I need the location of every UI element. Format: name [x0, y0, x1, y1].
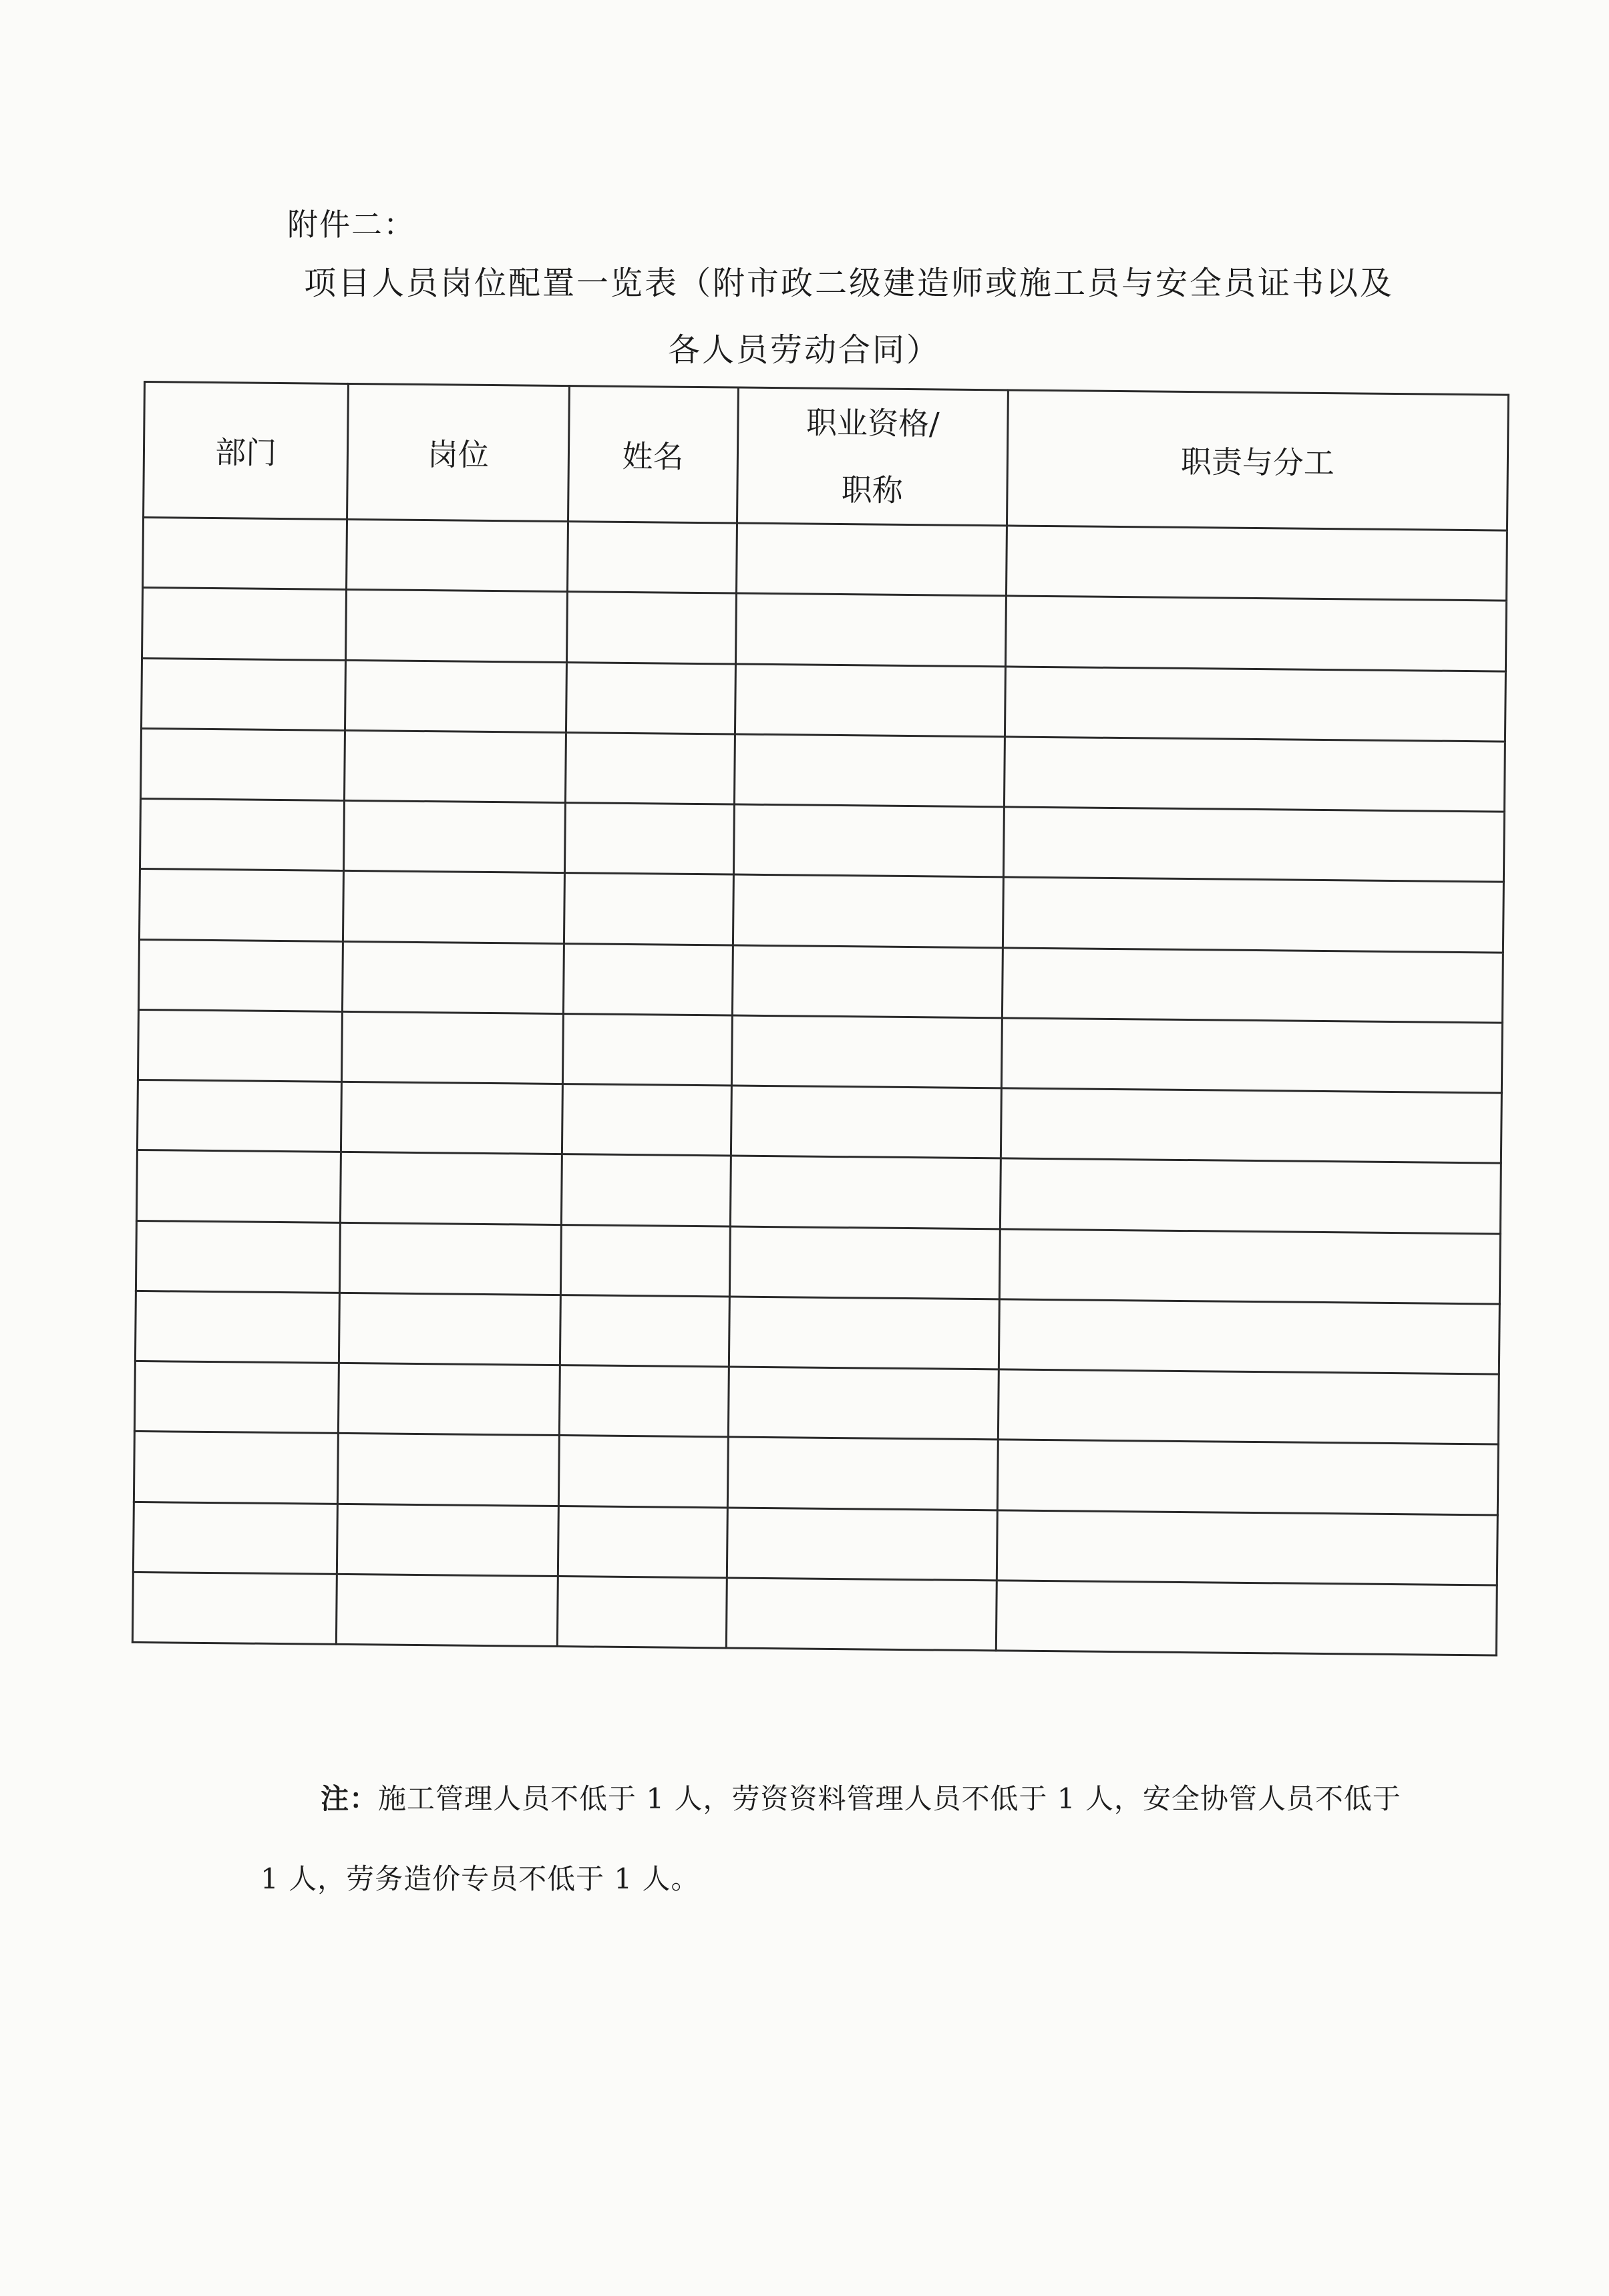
- table-row: [134, 1361, 1499, 1444]
- cell-position: [337, 1504, 558, 1576]
- header-position: 岗位: [347, 383, 569, 521]
- table-row: [133, 1502, 1497, 1585]
- cell-name: [560, 1295, 729, 1367]
- cell-department: [137, 1080, 341, 1152]
- document-title-continued: 各人员劳动合同）: [668, 331, 941, 369]
- cell-name: [558, 1436, 728, 1508]
- cell-name: [559, 1365, 729, 1438]
- header-qualification-line2: 职称: [841, 472, 904, 508]
- cell-name: [560, 1224, 730, 1297]
- cell-duties: [1005, 666, 1506, 741]
- cell-department: [139, 869, 343, 941]
- cell-position: [338, 1434, 559, 1506]
- cell-duties: [997, 1510, 1497, 1585]
- header-qualification-line1: 职业资格/: [806, 404, 940, 442]
- cell-name: [558, 1506, 727, 1578]
- table-row: [142, 658, 1506, 742]
- cell-qualification: [729, 1297, 1000, 1369]
- attachment-label: 附件二：: [287, 206, 415, 242]
- cell-position: [342, 1011, 563, 1084]
- cell-duties: [1002, 947, 1503, 1022]
- cell-qualification: [727, 1437, 999, 1510]
- cell-qualification: [733, 874, 1004, 947]
- table-row: [135, 1291, 1499, 1374]
- table-row: [138, 939, 1503, 1023]
- table-row: [143, 518, 1507, 601]
- cell-department: [134, 1361, 339, 1433]
- table-row: [140, 798, 1504, 882]
- cell-department: [142, 658, 346, 730]
- footnote-line1: 施工管理人员不低于 1 人，劳资资料管理人员不低于 1 人，安全协管人员不低于: [378, 1782, 1401, 1815]
- cell-qualification: [730, 1156, 1001, 1228]
- cell-department: [140, 798, 344, 870]
- cell-department: [132, 1572, 337, 1644]
- cell-duties: [999, 1228, 1500, 1303]
- cell-position: [345, 730, 566, 802]
- cell-name: [564, 803, 734, 875]
- cell-qualification: [735, 664, 1006, 737]
- cell-name: [567, 522, 737, 594]
- cell-duties: [997, 1440, 1498, 1514]
- cell-name: [557, 1576, 727, 1648]
- cell-department: [135, 1291, 339, 1363]
- cell-qualification: [731, 1086, 1002, 1158]
- table-row: [136, 1150, 1501, 1234]
- cell-qualification: [729, 1226, 1001, 1299]
- cell-position: [341, 1152, 562, 1224]
- table-header-row: [144, 382, 1509, 531]
- cell-duties: [1000, 1158, 1501, 1233]
- table-row: [140, 728, 1505, 812]
- staff-roster-table: [132, 381, 1509, 1657]
- cell-duties: [1007, 526, 1507, 601]
- cell-qualification: [736, 523, 1007, 596]
- cell-duties: [998, 1369, 1499, 1444]
- header-name: 姓名: [568, 386, 738, 523]
- cell-duties: [999, 1299, 1499, 1374]
- table-row: [136, 1220, 1500, 1304]
- table-body: [132, 518, 1507, 1656]
- cell-department: [134, 1432, 338, 1504]
- cell-department: [140, 728, 345, 800]
- cell-name: [565, 732, 735, 804]
- footnote: [321, 1777, 1483, 1817]
- cell-position: [337, 1574, 558, 1646]
- cell-position: [344, 800, 565, 872]
- footnote-line2: 1 人，劳务造价专员不低于 1 人。: [260, 1862, 700, 1895]
- cell-position: [347, 519, 568, 591]
- cell-position: [345, 660, 566, 732]
- table-row: [134, 1432, 1498, 1515]
- header-department: 部门: [144, 382, 349, 520]
- cell-department: [143, 518, 347, 590]
- cell-department: [142, 588, 347, 660]
- cell-qualification: [731, 1015, 1003, 1088]
- cell-position: [343, 871, 564, 943]
- table-row: [139, 869, 1503, 953]
- cell-duties: [1001, 1018, 1502, 1093]
- table-row: [137, 1080, 1501, 1163]
- cell-position: [343, 941, 564, 1013]
- document-title: 项目人员岗位配置一览表（附市政二级建造师或施工员与安全员证书以及: [304, 265, 1395, 302]
- table-row: [142, 588, 1507, 671]
- cell-duties: [1001, 1088, 1501, 1163]
- cell-position: [339, 1363, 560, 1435]
- cell-qualification: [733, 804, 1005, 877]
- cell-duties: [1004, 737, 1505, 812]
- header-duties: 职责与分工: [1007, 390, 1509, 530]
- cell-position: [346, 590, 567, 662]
- cell-name: [562, 1084, 731, 1156]
- cell-duties: [1003, 877, 1503, 952]
- cell-qualification: [735, 593, 1007, 666]
- cell-department: [138, 939, 343, 1011]
- header-qualification: [737, 387, 1008, 526]
- footnote-lead: 注：: [321, 1782, 379, 1815]
- cell-name: [561, 1154, 731, 1226]
- cell-name: [566, 592, 736, 664]
- cell-position: [339, 1293, 560, 1365]
- cell-department: [136, 1220, 340, 1293]
- cell-qualification: [727, 1507, 998, 1580]
- cell-qualification: [728, 1367, 999, 1440]
- cell-qualification: [732, 945, 1003, 1018]
- cell-name: [564, 873, 733, 945]
- cell-name: [562, 1013, 732, 1086]
- cell-department: [138, 1009, 342, 1082]
- cell-name: [563, 943, 733, 1015]
- cell-position: [341, 1082, 562, 1154]
- table-row: [138, 1009, 1502, 1093]
- table-row: [132, 1572, 1497, 1655]
- cell-department: [136, 1150, 341, 1222]
- cell-name: [566, 662, 735, 734]
- cell-qualification: [726, 1578, 997, 1651]
- cell-duties: [1003, 807, 1504, 882]
- cell-duties: [1006, 596, 1507, 671]
- cell-department: [133, 1502, 337, 1574]
- cell-qualification: [734, 734, 1005, 807]
- cell-position: [340, 1222, 561, 1295]
- cell-duties: [996, 1581, 1497, 1655]
